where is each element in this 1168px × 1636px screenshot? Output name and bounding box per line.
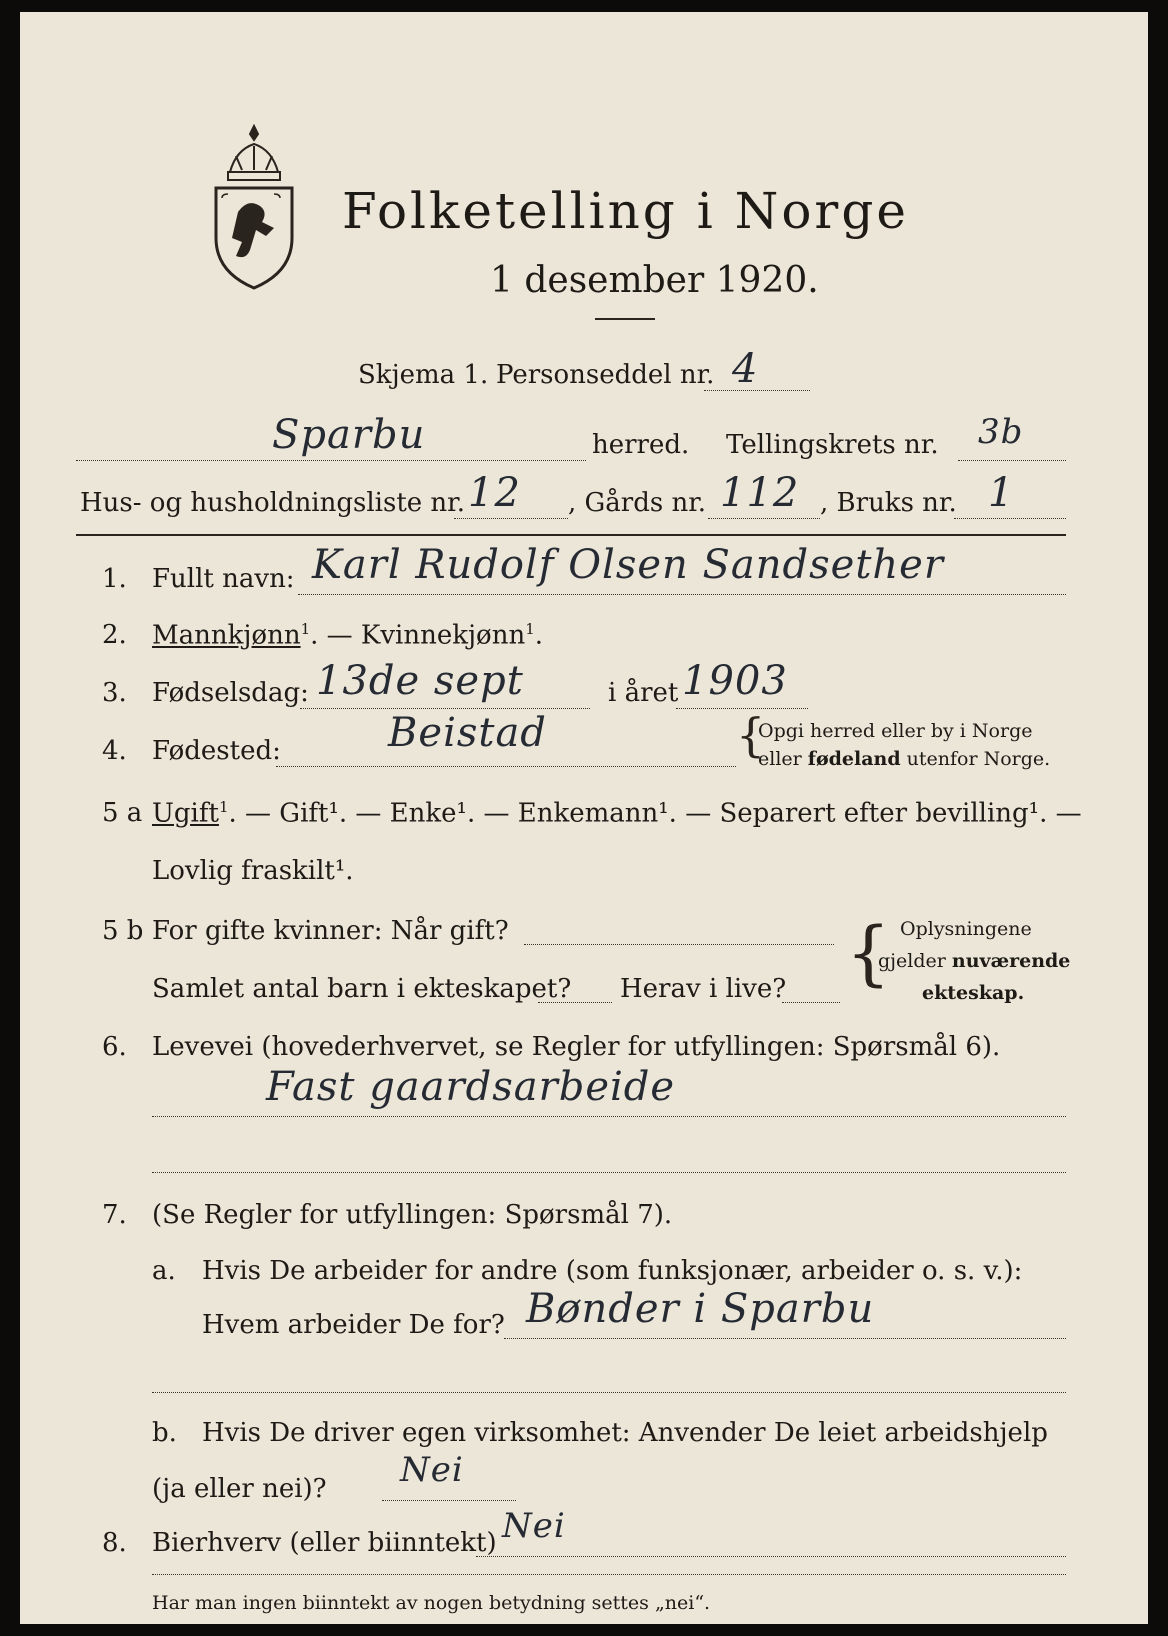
unmarried-option-underlined: Ugift xyxy=(152,798,219,829)
q2-end: . xyxy=(534,620,543,651)
q5b-note2b: nuværende xyxy=(951,950,1071,972)
tellingskrets-line xyxy=(958,460,1066,461)
q2-separator: . — xyxy=(310,620,361,651)
bruks-label: , Bruks nr. xyxy=(820,488,957,518)
gards-line xyxy=(708,518,820,519)
q2-options: Mannkjønn$^1$. — Kvinnekjønn$^1$. xyxy=(152,620,543,651)
q7a-label: Hvis De arbeider for andre (som funksjonær, arbeider o. s. v.): xyxy=(202,1256,1023,1286)
q6-line2 xyxy=(152,1172,1066,1173)
gards-value: 112 xyxy=(720,470,800,516)
q5b-line2 xyxy=(538,1002,612,1003)
q4-note2b: fødeland xyxy=(807,748,901,770)
bruks-value: 1 xyxy=(988,470,1015,516)
q5a-rest: . — Gift¹. — Enke¹. — Enkemann¹. — Separert efter bevilling¹. — xyxy=(228,798,1082,829)
q4-note2a: eller xyxy=(758,748,808,770)
birth-year-value: 1903 xyxy=(682,658,788,704)
q7a-label2: Hvem arbeider De for? xyxy=(202,1310,505,1340)
q3-year-label: i året xyxy=(608,678,679,708)
q2-number: 2. xyxy=(102,620,127,650)
norway-coat-of-arms-icon xyxy=(208,122,300,292)
q7b-line xyxy=(382,1500,516,1501)
q5a-options: Ugift$^1$. — Gift¹. — Enke¹. — Enkemann¹. — Separert efter bevilling¹. — xyxy=(152,798,1082,829)
q6-number: 6. xyxy=(102,1032,127,1062)
q5b-label1: For gifte kvinner: Når gift? xyxy=(152,916,509,946)
q5b-note1: Oplysningene xyxy=(900,918,1032,940)
tellingskrets-value: 3b xyxy=(978,412,1024,452)
header-divider xyxy=(76,534,1066,536)
q3-number: 3. xyxy=(102,678,127,708)
hus-value: 12 xyxy=(468,470,521,516)
q5b-note2 xyxy=(878,950,1070,972)
q5b-label2: Samlet antal barn i ekteskapet? xyxy=(152,974,572,1004)
q7b-label: Hvis De driver egen virksomhet: Anvender De leiet arbeidshjelp xyxy=(202,1418,1048,1448)
q1-number: 1. xyxy=(102,564,127,594)
hired-help-value: Nei xyxy=(400,1450,464,1490)
q5a-line2: Lovlig fraskilt¹. xyxy=(152,856,354,886)
q3-label: Fødselsdag: xyxy=(152,678,309,708)
footer-note: Har man ingen biinntekt av nogen betydning settes „nei“. xyxy=(152,1592,711,1614)
q5b-line3 xyxy=(782,1002,840,1003)
q5b-note-brace: { xyxy=(846,912,891,994)
census-date: 1 desember 1920. xyxy=(490,260,819,301)
q5b-note3-text: ekteskap. xyxy=(922,982,1025,1004)
bruks-line xyxy=(954,518,1066,519)
female-option: Kvinnekjønn xyxy=(360,620,526,651)
q7b-label2: (ja eller nei)? xyxy=(152,1474,327,1504)
q4-note-line2 xyxy=(758,748,1050,770)
q6-label: Levevei (hovederhvervet, se Regler for utfyllingen: Spørsmål 6). xyxy=(152,1032,1001,1062)
q7b-letter: b. xyxy=(152,1418,177,1448)
personseddel-label: Personseddel nr. xyxy=(496,360,715,390)
q1-label: Fullt navn: xyxy=(152,564,295,594)
herred-line xyxy=(76,460,586,461)
q4-line xyxy=(276,766,736,767)
q7a-line xyxy=(504,1338,1066,1339)
q4-note-brace: { xyxy=(736,708,766,762)
q5b-note3 xyxy=(922,982,1024,1004)
birthplace-value: Beistad xyxy=(388,710,547,756)
q4-number: 4. xyxy=(102,736,127,766)
hus-label: Hus- og husholdningsliste nr. xyxy=(80,488,466,518)
q8-line xyxy=(476,1556,1066,1557)
q4-note-line1: Opgi herred eller by i Norge xyxy=(758,720,1033,742)
occupation-value: Fast gaardsarbeide xyxy=(266,1064,676,1110)
employer-value: Bønder i Sparbu xyxy=(526,1286,875,1332)
skjema-label: Skjema 1. xyxy=(358,360,489,390)
q8-line2 xyxy=(152,1574,1066,1575)
q5b-number: 5 b xyxy=(102,916,144,946)
q5b-label3: Herav i live? xyxy=(620,974,787,1004)
q3-line xyxy=(300,708,590,709)
q4-note2c: utenfor Norge. xyxy=(900,748,1051,770)
q8-label: Bierhverv (eller biinntekt) xyxy=(152,1528,497,1558)
birthday-value: 13de sept xyxy=(316,658,524,704)
herred-label: herred. xyxy=(592,430,690,460)
male-option-underlined: Mannkjønn xyxy=(152,620,301,651)
q6-line1 xyxy=(152,1116,1066,1117)
q7-label: (Se Regler for utfyllingen: Spørsmål 7). xyxy=(152,1200,673,1230)
census-form-page xyxy=(20,12,1148,1624)
hus-line xyxy=(454,518,568,519)
q5a-number: 5 a xyxy=(102,798,143,828)
herred-value: Sparbu xyxy=(272,412,426,458)
q7a-line2 xyxy=(152,1392,1066,1393)
q7a-letter: a. xyxy=(152,1256,176,1286)
q7-number: 7. xyxy=(102,1200,127,1230)
q1-line xyxy=(298,594,1066,595)
personseddel-value: 4 xyxy=(732,346,759,392)
form-title: Folketelling i Norge xyxy=(342,182,909,240)
q5b-note2a: gjelder xyxy=(878,950,952,972)
side-income-value: Nei xyxy=(502,1506,566,1546)
q8-number: 8. xyxy=(102,1528,127,1558)
q4-label: Fødested: xyxy=(152,736,281,766)
tellingskrets-label: Tellingskrets nr. xyxy=(726,430,939,460)
gards-label: , Gårds nr. xyxy=(568,488,707,518)
full-name-value: Karl Rudolf Olsen Sandsether xyxy=(312,542,944,588)
title-divider xyxy=(595,318,655,320)
q5b-line1 xyxy=(524,944,834,945)
